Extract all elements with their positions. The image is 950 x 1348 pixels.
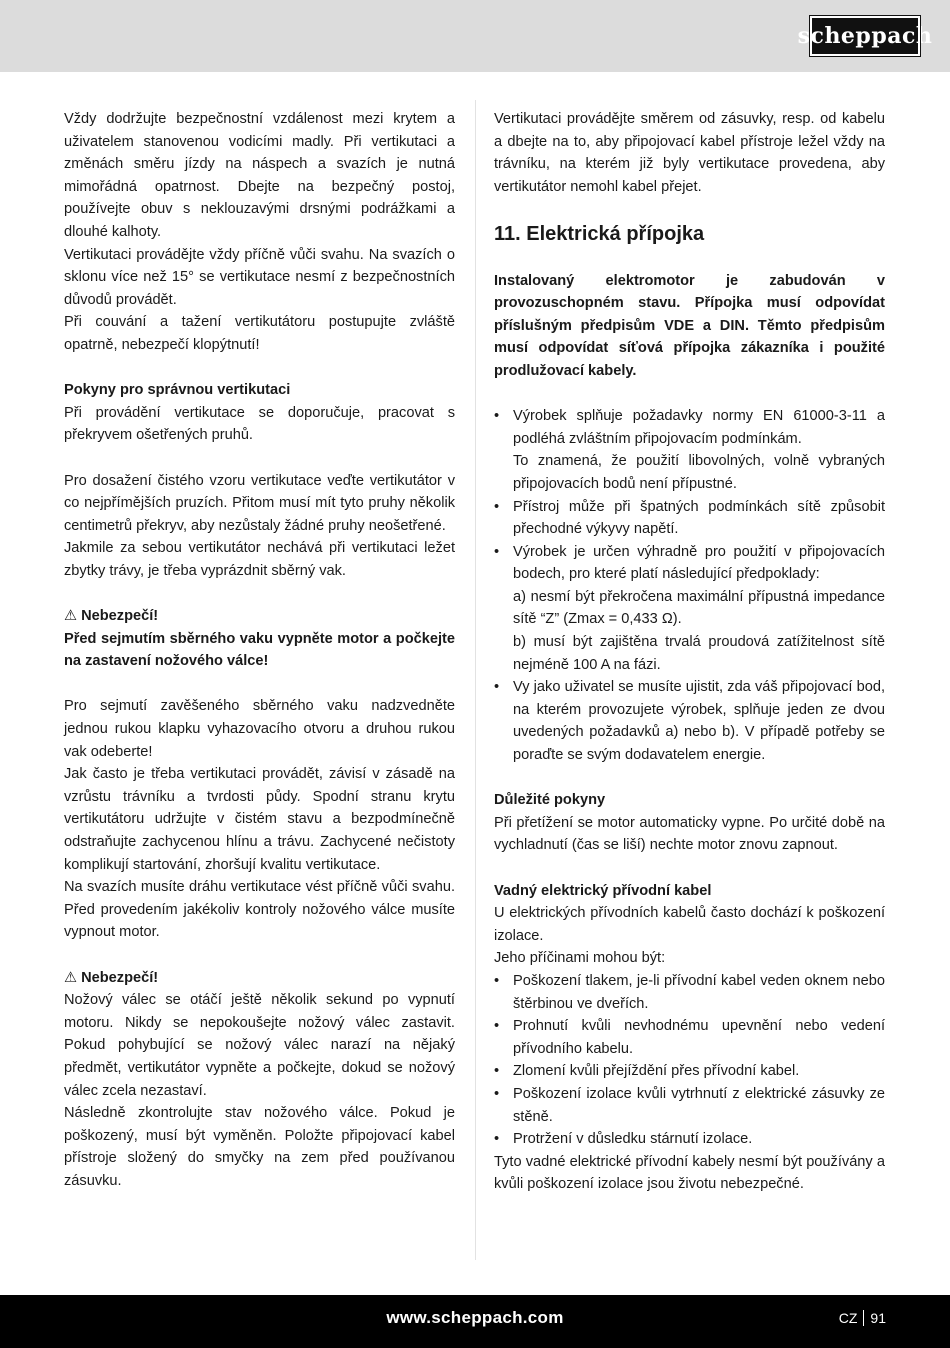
paragraph: Při provádění vertikutace se doporučuje, pracovat s překryvem ošetřených pruhů. (64, 404, 455, 444)
chapter-heading: 11. Elektrická přípojka (494, 222, 705, 245)
page-number: 91 (870, 1310, 886, 1326)
paragraph: Tyto vadné elektrické přívodní kabely nesmí být používány a kvůli poškození izolace jsou životu nebezpečné. (494, 1153, 885, 1193)
paragraph: Nožový válec se otáčí ještě několik sekund po vypnutí motoru. Nikdy se nepokoušejte nožový válec zastavit. Pokud pohybující se nožový válec narazí na nějaký předmět, vertikutátor vypněte a počkejte, dokud se nožový válec zcela nezastaví. (64, 992, 455, 1099)
column-divider (475, 100, 476, 1260)
warning-icon: ⚠ (64, 608, 78, 625)
separator (863, 1310, 864, 1326)
page-indicator (839, 1310, 886, 1326)
paragraph: Pro dosažení čistého vzoru vertikutace veďte vertikutátor v co nejpřímějších pruzích. Přitom musí mít tyto pruhy několik centimetrů překryv, aby nezůstaly žádné pruhy neošetřené. (64, 472, 455, 534)
header-bar (0, 0, 950, 72)
list-item: • Výrobek splňuje požadavky normy EN 61000-3-11 a podléhá zvláštním připojovacím podmínkám. To znamená, že použití libovolných, volně vybraných připojovacích bodů není přípustné. (494, 405, 885, 495)
list-item: • Zlomení kvůli přejíždění přes přívodní kabel. (494, 1060, 885, 1083)
list-item: • Poškození izolace kvůli vytrhnutí z elektrické zásuvky ze stěně. (494, 1083, 885, 1128)
warning-title: Nebezpečí! (81, 608, 159, 625)
list-item: • Poškození tlakem, je-li přívodní kabel veden oknem nebo štěrbinou ve dveřích. (494, 970, 885, 1015)
requirements-list (494, 405, 885, 767)
list-item: • Prohnutí kvůli nevhodnému upevnění nebo vedení přívodního kabelu. (494, 1015, 885, 1060)
right-column (494, 108, 885, 1196)
paragraph: Na svazích musíte dráhu vertikutace vést příčně vůči svahu. Před provedením jakékoliv kontroly nožového válce musíte vypnout motor. (64, 879, 455, 941)
section-heading: Důležité pokyny (494, 792, 606, 809)
warning-text: Před sejmutím sběrného vaku vypněte motor a počkejte na zastavení nožového válce! (64, 630, 455, 670)
warning-icon: ⚠ (64, 969, 78, 986)
left-column (64, 108, 455, 1193)
paragraph: Vertikutaci provádějte vždy příčně vůči svahu. Na svazích o sklonu více než 15° se vertikutace nesmí z bezpečnostních důvodů provádět. (64, 246, 455, 308)
intro-bold: Instalovaný elektromotor je zabudován v provozuschopném stavu. Přípojka musí odpovídat příslušným předpisům VDE a DIN. Těmto předpisům musí odpovídat síťová přípojka zákazníka i použité prodlužovací kabely. (494, 272, 885, 379)
paragraph: Jak často je třeba vertikutaci provádět, závisí v zásadě na vzrůstu trávníku a tvrdosti půdy. Spodní stranu krytu vertikutátoru udržujte v čistém stavu a bezpodmínečně odstraňujte zachycenou hlínu a trávu. Zachycené nečistoty komplikují startování, zhoršují kvalitu vertikutace. (64, 766, 455, 873)
warning-title: Nebezpečí! (81, 969, 159, 986)
list-item: • Přístroj může při špatných podmínkách sítě způsobit přechodné výkyvy napětí. (494, 496, 885, 541)
paragraph: Pro sejmutí zavěšeného sběrného vaku nadzvedněte jednou rukou klapku vyhazovacího otvoru a druhou rukou vak odeberte! (64, 698, 455, 760)
paragraph: Vertikutaci provádějte směrem od zásuvky, resp. od kabelu a dbejte na to, aby připojovací kabel přístroje ležel vždy na trávníku, na kterém již byly vertikutace provedena, aby vertikutátor nemohl kabel přejet. (494, 111, 885, 195)
section-heading: Pokyny pro správnou vertikutaci (64, 382, 291, 399)
section-heading: Vadný elektrický přívodní kabel (494, 882, 712, 899)
paragraph: U elektrických přívodních kabelů často dochází k poškození izolace. (494, 905, 885, 944)
list-item: • Výrobek je určen výhradně pro použití v připojovacích bodech, pro které platí následující předpoklady: a) nesmí být překročena maximální přípustná impedance sítě “Z” (Zmax = 0,433 Ω). b) musí být zajištěna trvalá proudová zatížitelnost sítě nejméně 100 A na fázi. (494, 541, 885, 677)
website-link[interactable]: www.scheppach.com (386, 1308, 564, 1327)
footer-bar (0, 1295, 950, 1348)
paragraph: Následně zkontrolujte stav nožového válce. Pokud je poškozený, musí být vyměněn. Položte připojovací kabel přístroje složený do smyčky na zem před používanou zásuvku. (64, 1105, 455, 1189)
list-item: • Protržení v důsledku stárnutí izolace. (494, 1128, 885, 1151)
language-code: CZ (838, 1310, 858, 1326)
causes-list (494, 970, 885, 1151)
paragraph: Vždy dodržujte bezpečnostní vzdálenost mezi krytem a uživatelem stanovenou vodicími madly. Při vertikutaci a změnách směru jízdy na náspech a svazích je nutná mimořádná opatrnost. Dbejte na bezpečný postoj, používejte obuv s neklouzavými drsnými podrážkami a dlouhé kalhoty. (64, 111, 455, 240)
paragraph: Jeho příčinami mohou být: (494, 950, 666, 967)
paragraph: Jakmile za sebou vertikutátor nechává při vertikutaci ležet zbytky trávy, je třeba vyprázdnit sběrný vak. (64, 540, 455, 579)
list-item: • Vy jako uživatel se musíte ujistit, zda váš připojovací bod, na kterém provozujete výrobek, splňuje jeden ze dvou uvedených požadavků a) nebo b). V případě potřeby se poraďte se svým dodavatelem energie. (494, 676, 885, 766)
warning-heading (64, 967, 455, 990)
paragraph: Při couvání a tažení vertikutátoru postupujte zvláště opatrně, nebezpečí klopýtnutí! (64, 314, 455, 353)
warning-heading (64, 605, 455, 628)
scheppach-logo: scheppach (810, 16, 920, 56)
paragraph: Při přetížení se motor automaticky vypne. Po určité době na vychladnutí (čas se liší) nechte motor znovu zapnout. (494, 814, 885, 854)
